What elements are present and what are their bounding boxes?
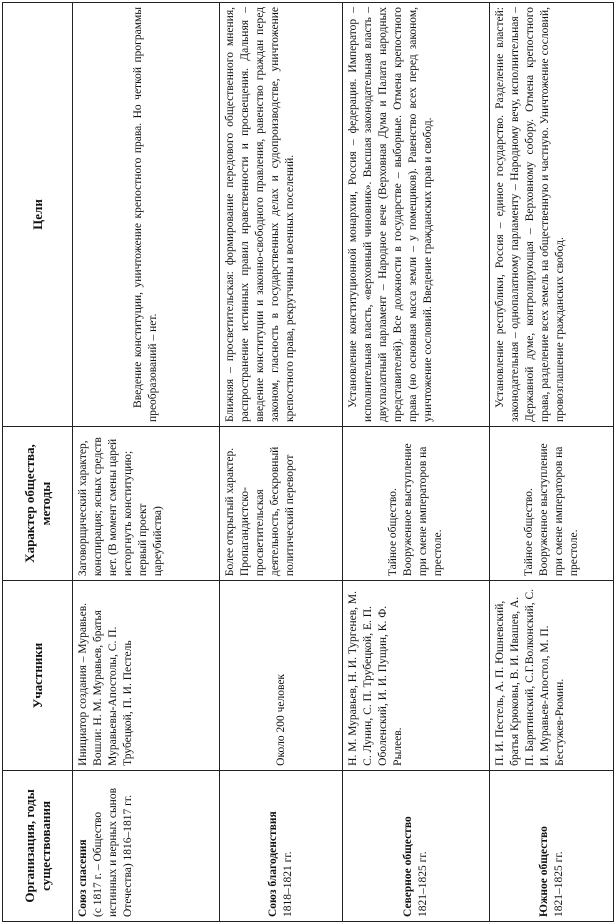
- goals-cell: [343, 3, 490, 427]
- header-goals: Цели: [3, 3, 73, 427]
- header-character: Характер общества, методы: [3, 426, 73, 580]
- goals-cell: [73, 3, 220, 427]
- table-row: [343, 3, 490, 922]
- character-cell: Тайное общество. Вооруженное выступление при смене императоров на престоле.: [343, 426, 490, 580]
- members-cell: П. И. Пестель, А. П. Юшневский, братья Крюковы, В. И. Ивашев, А. П. Барятинский, С.Г.Волконский, С. И. Муравьев-Апостол, М. П. Бестужев-Рюмин.: [490, 581, 614, 771]
- org-cell: [73, 770, 220, 921]
- table-row: [73, 3, 220, 922]
- header-members: Участники: [3, 581, 73, 771]
- header-row: [3, 3, 73, 922]
- table-row: [490, 3, 614, 922]
- org-name: Союз благоденствия: [267, 811, 280, 917]
- goals-cell: [490, 3, 614, 427]
- org-cell: [490, 770, 614, 921]
- org-cell: [219, 770, 343, 921]
- table-row: [219, 3, 343, 922]
- org-name: Союз спасения: [77, 839, 89, 917]
- character-cell: Более открытый характер. Пропагандистско-просветительская деятельность, бескровный политический переворот: [219, 426, 343, 580]
- goals-text: Установление конституционной монархии, Россия – федерация. Император – исполнительная власть, «верховный чиновник». Высшая законодательная власть – двухпалатный парламент – Народное вече (Верховная Дума и Палата народных представителей). Все должности в государстве – выборные. Отмена крепостного права (но основная масса земли – у помещиков). Равенство всех перед законом, уничтожение сословий. Введение гражданских прав и свобод.: [347, 7, 435, 422]
- members-cell: Н. М. Муравьев, Н. И. Тургенев, М. С. Лунин, С. П. Трубецкой, Е. П. Оболенский, И. И. Пущин, К. Ф. Рылеев.: [343, 581, 490, 771]
- org-name: Северное общество: [402, 816, 415, 917]
- org-years: 1818–1821 гг.: [282, 851, 295, 917]
- character-cell: Тайное общество. Вооруженное выступление при смене императоров на престоле.: [490, 426, 614, 580]
- org-years: 1821–1825 гг.: [552, 851, 565, 917]
- members-cell: Около 200 человек: [219, 581, 343, 771]
- org-years: (с 1817 г. – Общество истинных и верных сынов Отечества) 1816–1817 гг.: [92, 787, 134, 917]
- org-years: 1821–1825 гг.: [417, 851, 430, 917]
- goals-text: Установление республики, Россия – единое государство. Разделение властей: законодательная – однопалатному парламенту – Народному вечу, исполнительная – Державной думе, контролирующая – Верховному собору. Отмена крепостного права, разделение всех земель на общественную и частную. Уничтожение сословий, провозглашение гражданских свобод.: [494, 7, 567, 422]
- goals-cell: [219, 3, 343, 427]
- goals-text: Ближняя – просветительская: формирование передового общественного мнения, распространение истинных правил нравственности и просвещения. Дальняя – введение конституции и законно-свободного правления, равенство граждан перед законом, гласность в государственных делах и судопроизводстве, уничтожение крепостного права, рекрутчины и военных поселений.: [223, 7, 296, 422]
- goals-text: Введение конституции, уничтожение крепостного права. Но четкой программы преобразований – нет.: [131, 7, 159, 422]
- decembrist-societies-table: [2, 2, 614, 922]
- header-org: Организация, годы существования: [3, 770, 73, 921]
- org-name: Южное общество: [537, 826, 550, 917]
- org-cell: [343, 770, 490, 921]
- members-cell: Инициатор создания – Муравьев. Вошли: Н. М. Муравьев, братья Муравьевы-Апостолы, С. П. Трубецкой, П. И. Пестель: [73, 581, 220, 771]
- character-cell: Заговорщический характер, конспирация; ясных средств нет. (В момент смены царей исторгнуть конституцию; первый проект цареубийства): [73, 426, 220, 580]
